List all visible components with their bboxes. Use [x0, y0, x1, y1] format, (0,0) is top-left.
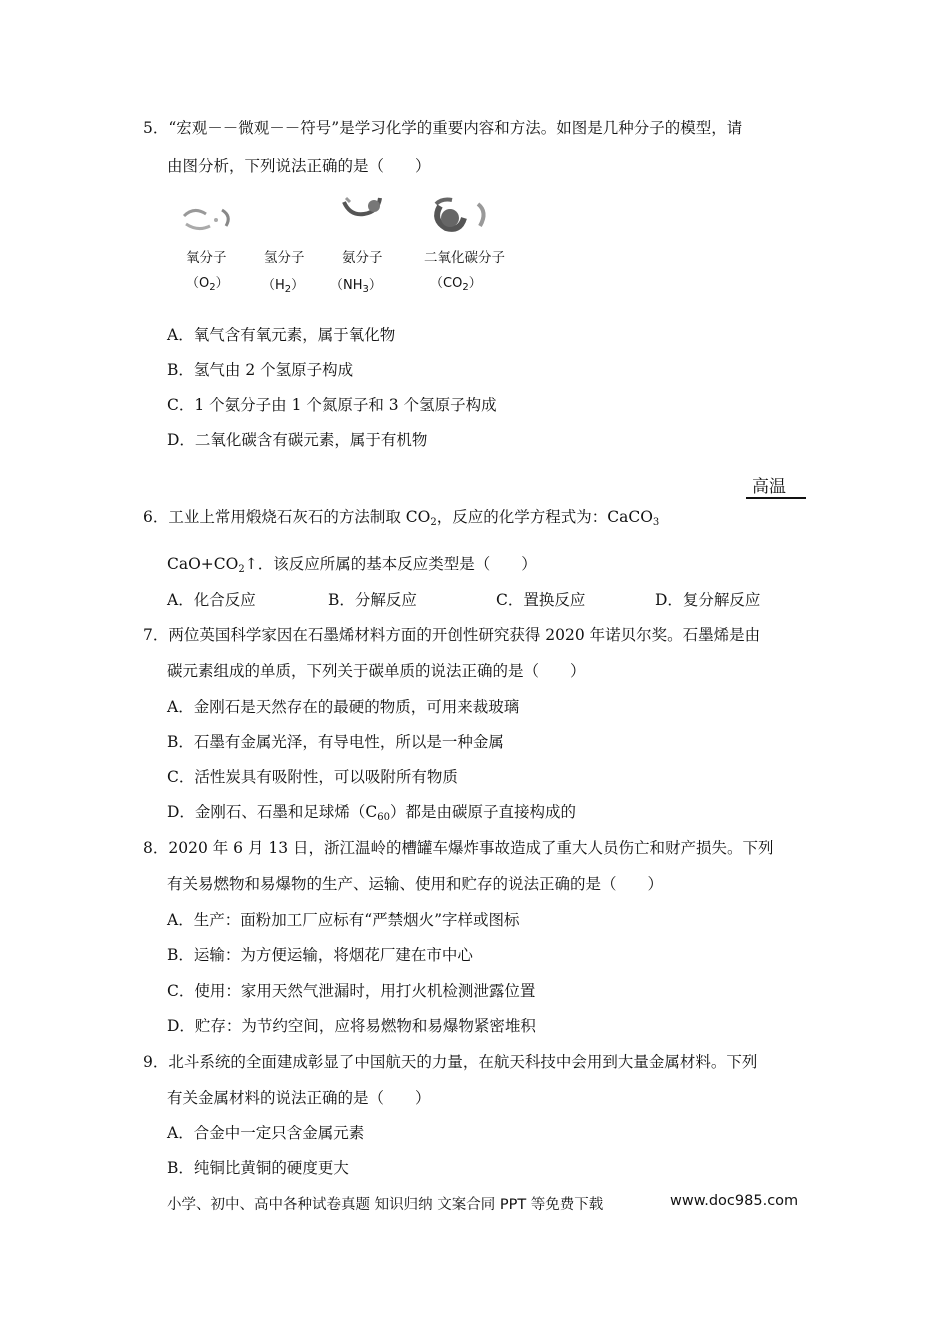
molecule-name: 二氧化碳分子 — [424, 250, 505, 266]
q5-stem-line2: 由图分析，下列说法正确的是（ ） — [167, 157, 431, 175]
reaction-arrow-bar — [746, 497, 806, 499]
q7-option-d[interactable]: D．金刚石、石墨和足球烯$(C_{60})$都是由碳原子直接构成的 — [167, 803, 577, 823]
q5-option-c[interactable]: C．1 个氨分子由 1 个氮原子和 3 个氢原子构成 — [167, 396, 497, 414]
molecule-formula: $(H_2)$ — [262, 278, 305, 295]
q6-stem-line1: 6．工业上常用煅烧石灰石的方法制取 $CO_2$，反应的化学方程式为：CaCO$_3$ — [143, 508, 660, 528]
q9-option-b[interactable]: B．纯铜比黄铜的硬度更大 — [167, 1159, 349, 1177]
molecule-models-figure — [178, 190, 538, 300]
molecule-formula: $(CO_2)$ — [430, 276, 482, 293]
molecule-formula: $(O_2)$ — [186, 276, 229, 293]
q5-option-d[interactable]: D．二氧化碳含有碳元素，属于有机物 — [167, 431, 428, 449]
q9-option-a[interactable]: A．合金中一定只含金属元素 — [167, 1124, 365, 1142]
q5-stem-line1: 5．“宏观－－微观－－符号”是学习化学的重要内容和方法。如图是几种分子的模型，请 — [143, 119, 743, 137]
reaction-condition-high-temperature: 高温 — [752, 477, 786, 497]
q8-option-a[interactable]: A．生产：面粉加工厂应标有“严禁烟火”字样或图标 — [167, 911, 520, 929]
q7-stem-line2: 碳元素组成的单质，下列关于碳单质的说法正确的是（ ） — [167, 662, 586, 680]
oxygen-molecule-model — [178, 202, 242, 232]
q8-option-b[interactable]: B．运输：为方便运输，将烟花厂建在市中心 — [167, 946, 473, 964]
q7-stem-line1: 7．两位英国科学家因在石墨烯材料方面的开创性研究获得 2020 年诺贝尔奖。石墨烯是由 — [143, 626, 761, 644]
q8-option-d[interactable]: D．贮存：为节约空间，应将易燃物和易爆物紧密堆积 — [167, 1017, 536, 1035]
q6-option-c[interactable]: C．置换反应 — [496, 591, 586, 609]
molecule-name: 氨分子 — [342, 250, 383, 266]
q9-stem-line1: 9．北斗系统的全面建成彰显了中国航天的力量，在航天科技中会用到大量金属材料。下列 — [143, 1053, 758, 1071]
q9-stem-line2: 有关金属材料的说法正确的是（ ） — [167, 1089, 431, 1107]
q6-option-b[interactable]: B．分解反应 — [328, 591, 417, 609]
q8-stem-line2: 有关易燃物和易爆物的生产、运输、使用和贮存的说法正确的是（ ） — [167, 875, 664, 893]
footer-site-link[interactable]: www.doc985.com — [670, 1193, 799, 1209]
q6-option-a[interactable]: A．化合反应 — [167, 591, 256, 609]
carbon-dioxide-molecule-model — [426, 194, 498, 236]
molecule-formula: $(NH_3)$ — [330, 278, 382, 295]
q5-option-a[interactable]: A．氧气含有氧元素，属于氧化物 — [167, 326, 396, 344]
molecule-name: 氧分子 — [186, 250, 227, 266]
ammonia-molecule-model — [338, 190, 388, 230]
q6-option-d[interactable]: D．复分解反应 — [655, 591, 761, 609]
q6-stem-line2: $CaO+CO_2↑$．该反应所属的基本反应类型是（ ） — [167, 555, 537, 575]
q8-stem-line1: 8．2020 年 6 月 13 日，浙江温岭的槽罐车爆炸事故造成了重大人员伤亡和财产损失。下列 — [143, 839, 774, 857]
q7-option-c[interactable]: C．活性炭具有吸附性，可以吸附所有物质 — [167, 768, 458, 786]
q7-option-b[interactable]: B．石墨有金属光泽，有导电性，所以是一种金属 — [167, 733, 504, 751]
molecule-name: 氢分子 — [264, 250, 305, 266]
q8-option-c[interactable]: C．使用：家用天然气泄漏时，用打火机检测泄露位置 — [167, 982, 536, 1000]
q5-option-b[interactable]: B．氢气由 2 个氢原子构成 — [167, 361, 354, 379]
q7-option-a[interactable]: A．金刚石是天然存在的最硬的物质，可用来裁玻璃 — [167, 698, 520, 716]
footer-promo-text: 小学、初中、高中各种试卷真题 知识归纳 文案合同 PPT 等免费下载 — [167, 1197, 604, 1213]
